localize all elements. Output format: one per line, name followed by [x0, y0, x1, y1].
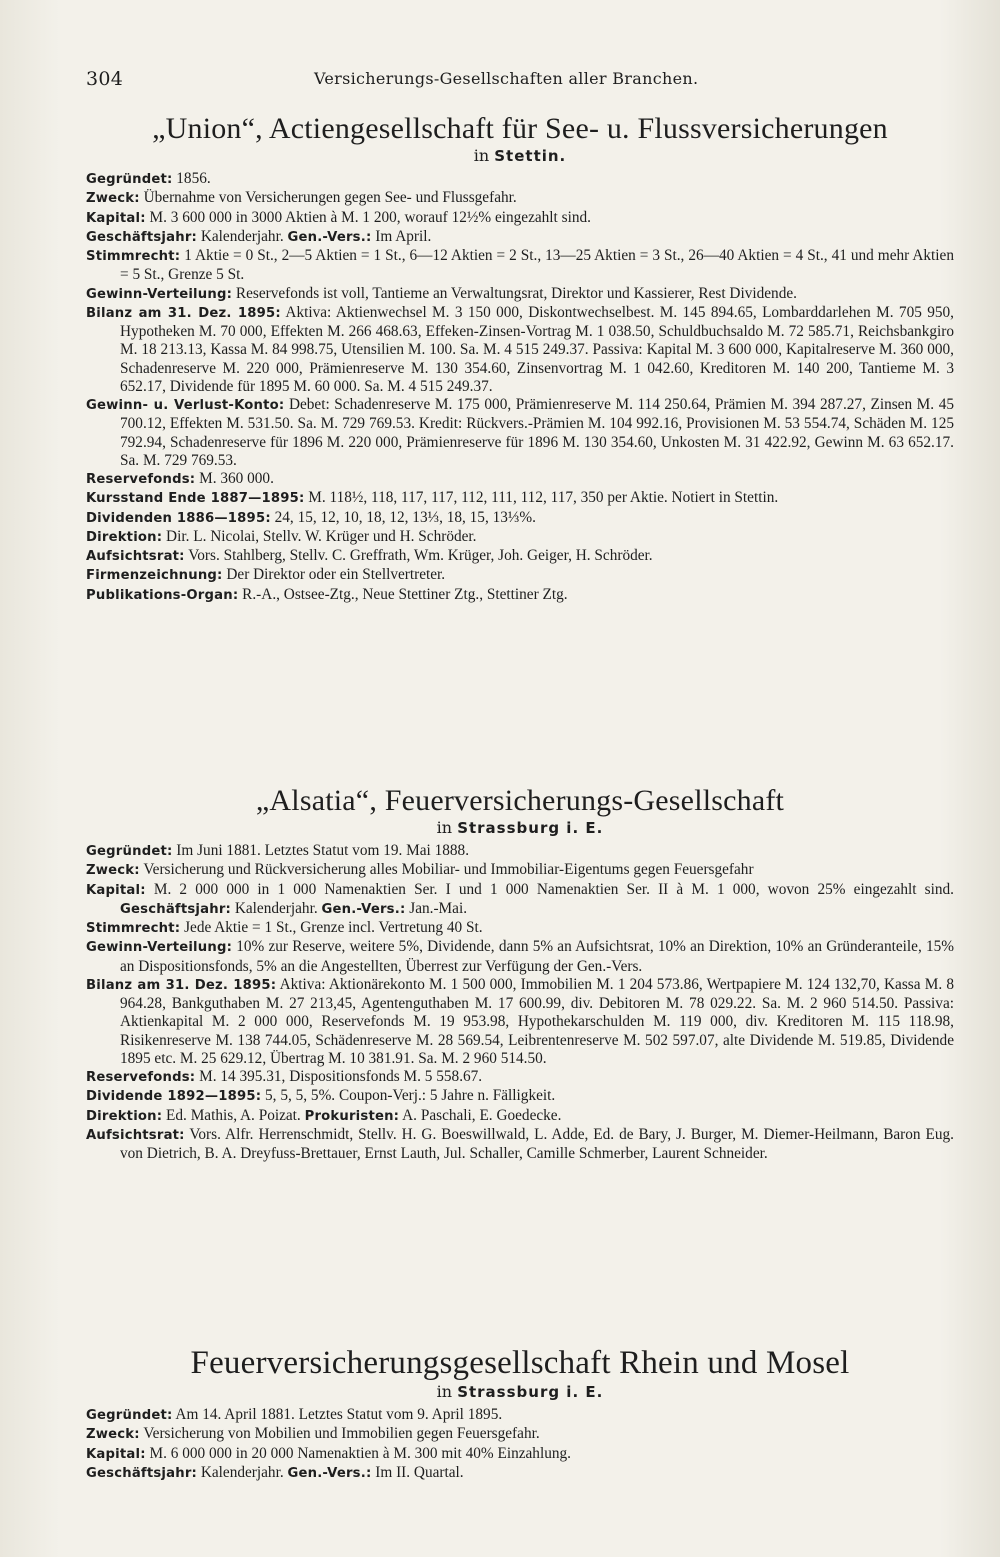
- entry-label: Zweck:: [86, 1427, 140, 1443]
- entry-text: Versicherung von Mobilien und Immobilien gegen Feuersgefahr.: [139, 1425, 540, 1443]
- entry-text: Debet: Schadenreserve M. 175 000, Prämienreserve M. 114 250.64, Prämien M. 394 287.27, Zinsen M. 45 700.12, Effekten M. 531.50. Sa. M. 729 769.53. Kredit: Rückvers.-Prämien M. 104 992.16, Provisionen M. 53 554.74, Schäden M. 125 792.94, Schadenreserve für 1896 M. 220 000, Prämienreserve für 1896 M. 130 354.60, Unkosten M. 31 422.92, Gewinn M. 63 652.17. Sa. M. 729 769.53.: [120, 396, 954, 469]
- entry-label: Kursstand Ende 1887—1895:: [86, 491, 305, 507]
- entry-text: Vors. Stahlberg, Stellv. C. Greffrath, Wm. Krüger, Joh. Geiger, H. Schröder.: [184, 547, 653, 564]
- entry-text: Kalenderjahr.: [197, 227, 288, 245]
- entry-text: Im Juni 1881. Letztes Statut vom 19. Mai 1888.: [172, 842, 470, 859]
- entry-purpose: [86, 861, 954, 880]
- entry-text: Jede Aktie = 1 St., Grenze incl. Vertretung 40 St.: [180, 919, 483, 936]
- entry-dividends: [86, 509, 954, 528]
- entry-text: Reservefonds ist voll, Tantieme an Verwaltungsrat, Direktor und Kassierer, Rest Dividende.: [232, 284, 797, 302]
- entry-supervisory-board: [86, 1126, 954, 1164]
- entry-fiscal-year: [86, 228, 954, 247]
- entry-voting-rights: [86, 247, 954, 285]
- entry-label: Dividende 1892—1895:: [86, 1089, 262, 1105]
- entry-label: Kapital:: [86, 210, 146, 226]
- entry-reserve-fund: [86, 470, 954, 489]
- entry-label: Stimmrecht:: [86, 249, 181, 264]
- entry-balance-sheet: [86, 304, 954, 396]
- entry-dividends: [86, 1087, 954, 1106]
- entry-text: Der Direktor oder ein Stellvertreter.: [222, 566, 446, 584]
- entry-text: Versicherung und Rückversicherung alles Mobiliar- und Immobiliar-Eigentums gegen Feuersgefahr: [139, 861, 754, 879]
- location-city: Strassburg i. E.: [457, 1383, 604, 1401]
- entry-label: Gegründet:: [86, 172, 173, 187]
- entry-capital: [86, 209, 954, 228]
- location-prefix: in: [436, 1382, 453, 1401]
- entry-text: M. 3 600 000 in 3000 Aktien à M. 1 200, worauf 12½% eingezahlt sind.: [145, 208, 591, 226]
- entry-management: [86, 528, 954, 547]
- entry-text: 5, 5, 5, 5%. Coupon-Verj.: 5 Jahre n. Fälligkeit.: [261, 1087, 556, 1105]
- entry-label: Dividenden 1886—1895:: [86, 510, 271, 526]
- company-alsatia: [86, 784, 954, 1163]
- entry-text: 10% zur Reserve, weitere 5%, Dividende, dann 5% an Aufsichtsrat, 10% an Direktion, 10% an Gründeranteile, 15% an Dispositionsfonds, 5% an die Angestellten, Überrest zur Verfügung der Gen.-Vers.: [120, 938, 954, 975]
- entry-label: Bilanz am 31. Dez. 1895:: [86, 977, 277, 993]
- entry-label: Gewinn-Verteilung:: [86, 286, 233, 302]
- entry-label-2: Prokuristen:: [304, 1108, 400, 1124]
- entry-list: [86, 842, 954, 1163]
- entry-label: Reservefonds:: [86, 1070, 196, 1085]
- entry-profit-distribution: [86, 938, 954, 976]
- entry-text: 24, 15, 12, 10, 18, 12, 13⅓, 18, 15, 13⅓%.: [270, 508, 536, 526]
- entry-label-2: Geschäftsjahr:: [120, 901, 231, 917]
- company-location: [86, 146, 954, 166]
- entry-text: Kalenderjahr.: [197, 1463, 288, 1481]
- entry-purpose: [86, 1425, 954, 1444]
- entry-text: M. 2 000 000 in 1 000 Namenaktien Ser. I und 1 000 Namenaktien Ser. II à M. 1 000, wovon 25% eingezahlt sind.: [145, 880, 954, 898]
- entry-text: R.-A., Ostsee-Ztg., Neue Stettiner Ztg., Stettiner Ztg.: [238, 585, 568, 603]
- entry-founded: [86, 1406, 954, 1425]
- running-title: Versicherungs-Gesellschaften aller Branchen.: [314, 69, 699, 88]
- entry-label: Gewinn- u. Verlust-Konto:: [86, 398, 285, 413]
- entry-voting-rights: [86, 919, 954, 938]
- company-location: [86, 818, 954, 838]
- company-rhein-mosel: [86, 1344, 954, 1483]
- entry-list: [86, 170, 954, 605]
- entry-founded: [86, 170, 954, 189]
- entry-label: Direktion:: [86, 529, 163, 545]
- entry-signature: [86, 566, 954, 585]
- entry-label: Zweck:: [86, 191, 140, 207]
- entry-profit-loss: [86, 396, 954, 470]
- entry-label: Reservefonds:: [86, 472, 196, 487]
- page-number: 304: [86, 68, 124, 90]
- entry-fiscal-year: [86, 1464, 954, 1483]
- entry-text: M. 6 000 000 in 20 000 Namenaktien à M. 300 mit 40% Einzahlung.: [145, 1444, 571, 1462]
- entry-label: Gewinn-Verteilung:: [86, 940, 233, 956]
- entry-text: Vors. Alfr. Herrenschmidt, Stellv. H. G. Boeswillwald, L. Adde, Ed. de Bary, J. Burger, M. Diemer-Heilmann, Baron Eug. von Dietrich, B. A. Dreyfuss-Brettauer, Ernst Lauth, Jul. Schaller, Camille Schmerber, Laurent Schneider.: [120, 1125, 954, 1162]
- entry-label: Kapital:: [86, 882, 146, 898]
- company-title: „Alsatia“, Feuerversicherungs-Gesellschaft: [255, 784, 785, 817]
- entry-text: M. 14 395.31, Dispositionsfonds M. 5 558.67.: [195, 1068, 483, 1085]
- entry-text-2: Im II. Quartal.: [371, 1463, 464, 1481]
- entry-profit-distribution: [86, 285, 954, 304]
- entry-label: Geschäftsjahr:: [86, 1465, 197, 1481]
- entry-text: Ed. Mathis, A. Poizat.: [162, 1106, 305, 1124]
- location-city: Stettin.: [494, 147, 567, 165]
- entry-text: M. 360 000.: [195, 470, 274, 487]
- entry-text: Aktiva: Aktienwechsel M. 3 150 000, Diskontwechselbest. M. 145 894.65, Lombarddarlehen M. 705 950, Hypotheken M. 70 000, Effekten M. 266 468.63, Effeken-Zinsen-Vortrag M. 1 038.50, Schuldbuchsaldo M. 72 585.71, Reichsbankgiro M. 18 213.13, Kassa M. 84 998.75, Utensilien M. 100. Sa. M. 4 515 249.37. Passiva: Kapital M. 3 600 000, Kapitalreserve M. 360 000, Schadenreserve M. 220 000, Prämienreserve M. 130 354.60, Zinsenvortrag M. 1 042.60, Kreditoren M. 140 200, Tantieme M. 3 652.17, Dividende für 1895 M. 60 000. Sa. M. 4 515 249.37.: [120, 303, 954, 395]
- entry-supervisory-board: [86, 547, 954, 566]
- entry-purpose: [86, 189, 954, 208]
- entry-label-2: Gen.-Vers.:: [287, 229, 372, 245]
- entry-balance-sheet: [86, 976, 954, 1068]
- entry-capital: [86, 881, 954, 920]
- entry-label: Stimmrecht:: [86, 921, 181, 936]
- entry-label: Gegründet:: [86, 844, 173, 859]
- entry-text: Dir. L. Nicolai, Stellv. W. Krüger und H. Schröder.: [162, 527, 477, 545]
- location-city: Strassburg i. E.: [457, 819, 604, 837]
- entry-label: Firmenzeichnung:: [86, 568, 223, 584]
- entry-label-2: Gen.-Vers.:: [287, 1465, 372, 1481]
- company-union: [86, 112, 954, 605]
- entry-text-2: A. Paschali, E. Goedecke.: [399, 1106, 562, 1124]
- entry-label: Aufsichtsrat:: [86, 549, 185, 564]
- entry-founded: [86, 842, 954, 861]
- location-prefix: in: [473, 146, 490, 165]
- entry-text-2: Kalenderjahr.: [231, 899, 322, 917]
- entry-capital: [86, 1445, 954, 1464]
- page-header: [86, 68, 926, 94]
- entry-label: Geschäftsjahr:: [86, 229, 197, 245]
- entry-label: Bilanz am 31. Dez. 1895:: [86, 305, 281, 321]
- entry-text: 1856.: [172, 170, 211, 187]
- entry-reserve-fund: [86, 1068, 954, 1087]
- entry-text: Aktiva: Aktionärekonto M. 1 500 000, Immobilien M. 1 204 573.86, Wertpapiere M. 124 132,70, Kassa M. 8 964.28, Bankguthaben M. 27 213,45, Agentenguthaben M. 17 600.99, div. Debitoren M. 78 029.22. Sa. M. 2 960 514.50. Passiva: Aktienkapital M. 2 000 000, Reservefonds M. 19 953.98, Hypothekarschulden M. 119 000, div. Kreditoren M. 115 118.98, Risikenreserve M. 138 744.05, Schädenreserve M. 28 569.54, Leibrentenreserve M. 502 597.07, alte Dividende M. 519.85, Dividende 1895 etc. M. 25 629.12, Übertrag M. 10 381.91. Sa. M. 2 960 514.50.: [120, 975, 954, 1067]
- entry-label: Kapital:: [86, 1446, 146, 1462]
- entry-label: Aufsichtsrat:: [86, 1127, 185, 1143]
- entry-text: Am 14. April 1881. Letztes Statut vom 9. April 1895.: [172, 1406, 503, 1423]
- entry-text-3: Jan.-Mai.: [405, 899, 468, 917]
- entry-publication: [86, 586, 954, 605]
- entry-label: Publikations-Organ:: [86, 587, 239, 603]
- entry-label: Direktion:: [86, 1108, 163, 1124]
- entry-management: [86, 1107, 954, 1126]
- location-prefix: in: [436, 818, 453, 837]
- entry-text-2: Im April.: [371, 227, 432, 245]
- entry-label-3: Gen.-Vers.:: [321, 901, 406, 917]
- entry-label: Zweck:: [86, 863, 140, 879]
- company-title: „Union“, Actiengesellschaft für See- u. Flussversicherungen: [152, 112, 888, 145]
- company-location: [86, 1382, 954, 1402]
- entry-text: Übernahme von Versicherungen gegen See- und Flussgefahr.: [139, 189, 517, 207]
- entry-text: 1 Aktie = 0 St., 2—5 Aktien = 1 St., 6—12 Aktien = 2 St., 13—25 Aktien = 3 St., 26—40 Aktien = 4 St., 41 und mehr Aktien = 5 St., Grenze 5 St.: [120, 247, 954, 284]
- entry-share-price: [86, 489, 954, 508]
- entry-text: M. 118½, 118, 117, 117, 112, 111, 112, 117, 350 per Aktie. Notiert in Stettin.: [304, 489, 779, 507]
- entry-list: [86, 1406, 954, 1483]
- entry-label: Gegründet:: [86, 1408, 173, 1423]
- company-title: Feuerversicherungsgesellschaft Rhein und Mosel: [190, 1345, 850, 1381]
